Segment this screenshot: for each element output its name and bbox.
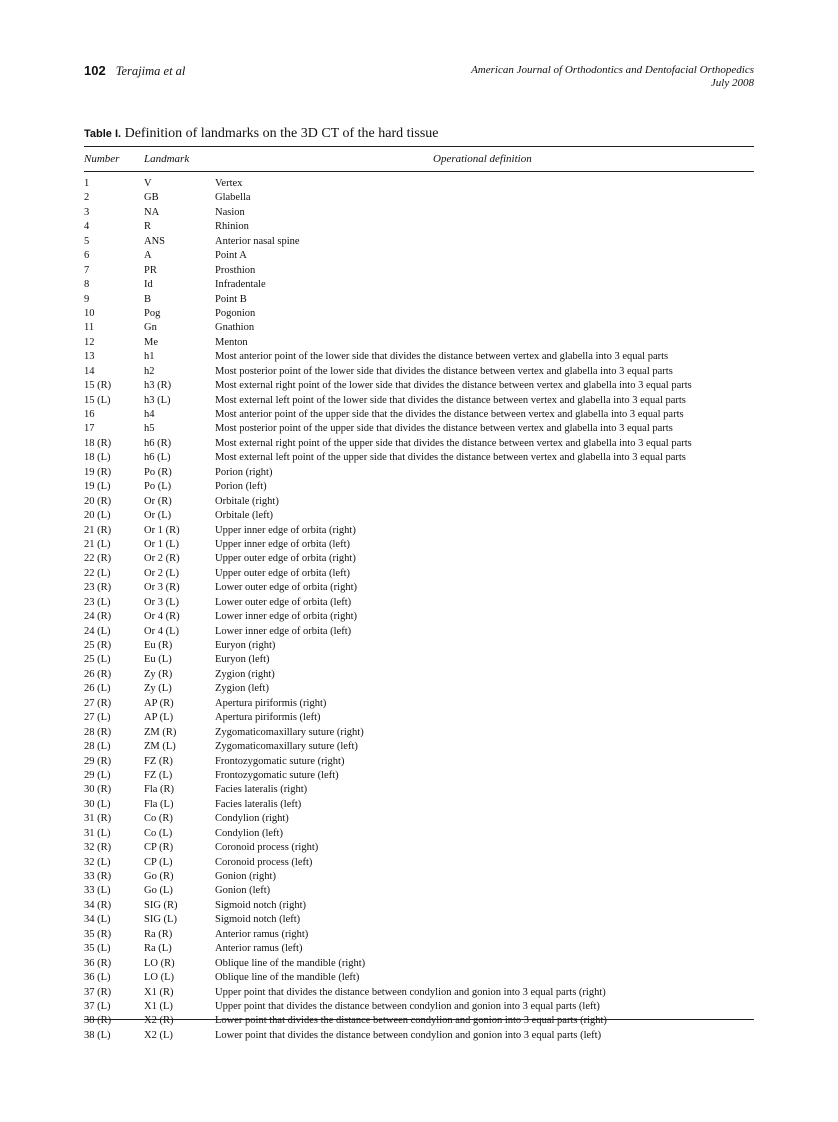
cell-landmark: CP (L) <box>144 856 173 868</box>
cell-landmark: B <box>144 293 152 305</box>
table-row <box>84 986 754 1000</box>
cell-landmark: Or (R) <box>144 495 172 507</box>
cell-landmark: ANS <box>144 235 166 247</box>
cell-number: 34 (L) <box>84 914 111 926</box>
cell-definition: Most posterior point of the upper side that divides the distance between vertex and glabella into 3 equal parts <box>215 423 673 435</box>
table-row <box>84 827 754 841</box>
cell-number: 26 (R) <box>84 668 112 680</box>
table-row <box>84 1029 754 1043</box>
cell-landmark: Or 3 (L) <box>144 596 179 608</box>
cell-definition: Upper inner edge of orbita (left) <box>215 538 350 550</box>
cell-definition: Oblique line of the mandible (left) <box>215 972 360 984</box>
cell-number: 27 (L) <box>84 712 111 724</box>
cell-definition: Porion (left) <box>215 481 267 493</box>
table-row <box>84 220 754 234</box>
cell-number: 12 <box>84 336 95 348</box>
table-row <box>84 928 754 942</box>
cell-landmark: h3 (L) <box>144 394 171 406</box>
cell-landmark: h1 <box>144 351 155 363</box>
table-row <box>84 856 754 870</box>
cell-number: 19 (L) <box>84 481 111 493</box>
table-row <box>84 264 754 278</box>
table-row <box>84 755 754 769</box>
table-row <box>84 812 754 826</box>
table-row <box>84 769 754 783</box>
cell-number: 22 (L) <box>84 567 111 579</box>
cell-number: 19 (R) <box>84 466 112 478</box>
cell-landmark: V <box>144 178 152 189</box>
cell-landmark: PR <box>144 264 157 276</box>
cell-definition: Nasion <box>215 206 245 218</box>
cell-definition: Orbitale (left) <box>215 510 274 522</box>
cell-definition: Prosthion <box>215 264 256 276</box>
page-number: 102 <box>84 63 106 78</box>
cell-number: 5 <box>84 235 90 247</box>
cell-landmark: LO (R) <box>144 957 175 969</box>
cell-landmark: AP (R) <box>144 697 174 709</box>
cell-landmark: X2 (R) <box>144 1015 174 1027</box>
cell-definition: Pogonion <box>215 307 256 319</box>
cell-number: 36 (R) <box>84 957 112 969</box>
table-row <box>84 682 754 696</box>
cell-definition: Most external right point of the lower side that divides the distance between vertex and glabella into 3 equal parts <box>215 380 692 392</box>
cell-definition: Condylion (left) <box>215 827 283 839</box>
table-row <box>84 249 754 263</box>
cell-definition: Most anterior point of the upper side that the divides the distance between vertex and glabella into 3 equal parts <box>215 409 684 420</box>
cell-number: 15 (R) <box>84 380 112 392</box>
cell-landmark: Or 4 (R) <box>144 611 180 623</box>
cell-definition: Coronoid process (left) <box>215 856 313 868</box>
cell-definition: Most external left point of the lower side that divides the distance between vertex and glabella into 3 equal parts <box>215 394 686 406</box>
cell-definition: Gonion (right) <box>215 871 276 882</box>
cell-number: 29 (R) <box>84 755 112 767</box>
cell-landmark: Po (L) <box>144 481 172 493</box>
table-row <box>84 596 754 610</box>
cell-number: 28 (L) <box>84 741 111 753</box>
cell-definition: Sigmoid notch (left) <box>215 914 301 926</box>
table-row <box>84 278 754 292</box>
cell-landmark: SIG (R) <box>144 899 178 911</box>
table-row <box>84 957 754 971</box>
cell-landmark: Or 2 (R) <box>144 553 180 565</box>
cell-landmark: Me <box>144 336 158 348</box>
cell-number: 10 <box>84 307 95 319</box>
table-row <box>84 1000 754 1014</box>
cell-landmark: h6 (L) <box>144 452 171 464</box>
cell-number: 31 (R) <box>84 813 112 825</box>
cell-number: 9 <box>84 293 90 305</box>
table-row <box>84 293 754 307</box>
cell-definition: Most external left point of the upper side that divides the distance between vertex and glabella into 3 equal parts <box>215 452 686 464</box>
cell-definition: Anterior ramus (left) <box>215 943 303 955</box>
table-header-rule <box>84 171 754 172</box>
cell-landmark: X2 (L) <box>144 1029 173 1041</box>
cell-definition: Vertex <box>215 178 243 189</box>
table-row <box>84 379 754 393</box>
table-caption <box>84 126 439 142</box>
cell-landmark: h5 <box>144 423 155 435</box>
table-bottom-rule <box>84 1019 754 1020</box>
col-header-number: Number <box>84 153 120 165</box>
cell-definition: Euryon (left) <box>215 654 270 666</box>
table-row <box>84 321 754 335</box>
cell-landmark: ZM (R) <box>144 726 177 738</box>
table-row <box>84 841 754 855</box>
cell-definition: Zygion (left) <box>215 683 269 695</box>
cell-landmark: Po (R) <box>144 466 172 478</box>
cell-definition: Facies lateralis (left) <box>215 798 302 810</box>
cell-definition: Upper inner edge of orbita (right) <box>215 524 356 536</box>
cell-landmark: Fla (L) <box>144 798 174 810</box>
cell-landmark: GB <box>144 192 159 204</box>
cell-number: 30 (R) <box>84 784 112 796</box>
cell-number: 15 (L) <box>84 394 111 406</box>
cell-landmark: h2 <box>144 365 155 377</box>
table-row <box>84 524 754 538</box>
cell-definition: Frontozygomatic suture (right) <box>215 755 345 767</box>
table-row <box>84 336 754 350</box>
cell-definition: Coronoid process (right) <box>215 842 319 854</box>
cell-definition: Most external right point of the upper side that divides the distance between vertex and glabella into 3 equal parts <box>215 437 692 449</box>
cell-landmark: X1 (L) <box>144 1000 173 1012</box>
cell-landmark: Go (L) <box>144 885 173 897</box>
cell-landmark: h4 <box>144 409 155 420</box>
cell-definition: Point A <box>215 250 247 262</box>
table-row <box>84 206 754 220</box>
cell-definition: Lower point that divides the distance between condylion and gonion into 3 equal parts (left) <box>215 1029 602 1041</box>
table-title: Definition of landmarks on the 3D CT of the hard tissue <box>124 126 439 141</box>
cell-number: 1 <box>84 178 90 189</box>
table-row <box>84 798 754 812</box>
cell-number: 25 (L) <box>84 654 111 666</box>
issue-date: July 2008 <box>710 77 754 89</box>
cell-definition: Upper outer edge of orbita (left) <box>215 567 350 579</box>
cell-number: 17 <box>84 423 95 435</box>
cell-number: 38 (R) <box>84 1015 112 1027</box>
cell-definition: Euryon (right) <box>215 640 276 651</box>
running-header <box>84 62 754 89</box>
table-label: Table I. <box>84 128 122 140</box>
table-row <box>84 307 754 321</box>
cell-landmark: Zy (R) <box>144 668 173 680</box>
table-row <box>84 726 754 740</box>
cell-number: 3 <box>84 206 90 218</box>
col-header-landmark: Landmark <box>144 153 190 165</box>
table-row <box>84 235 754 249</box>
cell-definition: Lower outer edge of orbita (left) <box>215 596 352 608</box>
cell-number: 32 (R) <box>84 842 112 854</box>
cell-definition: Rhinion <box>215 221 249 233</box>
table-row <box>84 365 754 379</box>
table-row <box>84 783 754 797</box>
cell-landmark: Go (R) <box>144 871 174 882</box>
cell-definition: Most posterior point of the lower side that divides the distance between vertex and glabella into 3 equal parts <box>215 365 673 377</box>
cell-number: 2 <box>84 192 90 204</box>
cell-number: 24 (L) <box>84 625 111 637</box>
cell-number: 33 (L) <box>84 885 111 897</box>
cell-definition: Gnathion <box>215 322 255 334</box>
table-row <box>84 1014 754 1028</box>
cell-landmark: Eu (L) <box>144 654 172 666</box>
cell-number: 11 <box>84 322 95 334</box>
table-row <box>84 870 754 884</box>
cell-number: 16 <box>84 409 95 420</box>
cell-number: 6 <box>84 250 90 262</box>
cell-definition: Infradentale <box>215 279 266 291</box>
cell-number: 4 <box>84 221 90 233</box>
cell-definition: Lower inner edge of orbita (left) <box>215 625 352 637</box>
cell-landmark: ZM (L) <box>144 741 176 753</box>
cell-definition: Sigmoid notch (right) <box>215 899 306 911</box>
cell-definition: Lower inner edge of orbita (right) <box>215 611 357 623</box>
cell-landmark: Pog <box>144 307 161 319</box>
cell-number: 35 (L) <box>84 943 111 955</box>
table-row <box>84 408 754 422</box>
cell-number: 33 (R) <box>84 871 112 882</box>
cell-landmark: FZ (L) <box>144 769 173 781</box>
running-authors: Terajima et al <box>115 64 186 78</box>
cell-definition: Orbitale (right) <box>215 495 279 507</box>
table-row <box>84 625 754 639</box>
cell-landmark: Eu (R) <box>144 640 173 651</box>
table-row <box>84 567 754 581</box>
cell-definition: Point B <box>215 293 247 305</box>
table-row <box>84 350 754 364</box>
table-top-rule <box>84 146 754 147</box>
cell-number: 36 (L) <box>84 972 111 984</box>
cell-landmark: CP (R) <box>144 842 174 854</box>
cell-number: 26 (L) <box>84 683 111 695</box>
cell-number: 7 <box>84 264 90 276</box>
cell-definition: Most anterior point of the lower side that divides the distance between vertex and glabella into 3 equal parts <box>215 351 669 363</box>
cell-number: 20 (R) <box>84 495 112 507</box>
table-row <box>84 884 754 898</box>
cell-landmark: FZ (R) <box>144 755 173 767</box>
table-row <box>84 639 754 653</box>
cell-number: 32 (L) <box>84 856 111 868</box>
cell-definition: Anterior nasal spine <box>215 235 300 247</box>
cell-number: 31 (L) <box>84 827 111 839</box>
table-row <box>84 191 754 205</box>
cell-landmark: AP (L) <box>144 712 174 724</box>
cell-definition: Zygion (right) <box>215 668 275 680</box>
cell-landmark: X1 (R) <box>144 986 174 998</box>
cell-definition: Facies lateralis (right) <box>215 784 308 796</box>
cell-definition: Apertura piriformis (left) <box>215 712 321 724</box>
table-row <box>84 552 754 566</box>
cell-landmark: Or 2 (L) <box>144 567 179 579</box>
table-header <box>84 153 754 167</box>
cell-landmark: h6 (R) <box>144 437 172 449</box>
cell-definition: Upper point that divides the distance between condylion and gonion into 3 equal parts (left) <box>215 1000 600 1012</box>
cell-number: 28 (R) <box>84 726 112 738</box>
cell-definition: Lower outer edge of orbita (right) <box>215 582 357 594</box>
cell-landmark: Or 1 (L) <box>144 538 179 550</box>
table-row <box>84 495 754 509</box>
cell-landmark: h3 (R) <box>144 380 172 392</box>
col-header-definition: Operational definition <box>433 153 532 165</box>
cell-number: 8 <box>84 279 90 291</box>
cell-definition: Zygomaticomaxillary suture (left) <box>215 741 358 753</box>
cell-landmark: Co (L) <box>144 827 173 839</box>
cell-number: 23 (L) <box>84 596 111 608</box>
cell-landmark: A <box>144 250 152 262</box>
cell-definition: Frontozygomatic suture (left) <box>215 769 339 781</box>
table-row <box>84 942 754 956</box>
table-row <box>84 437 754 451</box>
cell-landmark: Id <box>144 279 153 291</box>
table-row <box>84 509 754 523</box>
cell-number: 27 (R) <box>84 697 112 709</box>
table-row <box>84 581 754 595</box>
cell-landmark: Zy (L) <box>144 683 172 695</box>
table-row <box>84 538 754 552</box>
cell-number: 23 (R) <box>84 582 112 594</box>
cell-number: 18 (R) <box>84 437 112 449</box>
table-row <box>84 697 754 711</box>
cell-landmark: SIG (L) <box>144 914 177 926</box>
cell-number: 20 (L) <box>84 510 111 522</box>
cell-landmark: Ra (R) <box>144 928 173 940</box>
cell-definition: Lower point that divides the distance between condylion and gonion into 3 equal parts (right) <box>215 1015 607 1027</box>
cell-landmark: Fla (R) <box>144 784 175 796</box>
cell-number: 37 (L) <box>84 1000 111 1012</box>
cell-landmark: Or 4 (L) <box>144 625 179 637</box>
cell-landmark: Or 1 (R) <box>144 524 180 536</box>
cell-landmark: NA <box>144 206 160 218</box>
cell-number: 29 (L) <box>84 769 111 781</box>
cell-number: 25 (R) <box>84 640 112 651</box>
cell-definition: Anterior ramus (right) <box>215 928 309 940</box>
table-row <box>84 422 754 436</box>
table-row <box>84 480 754 494</box>
cell-definition: Oblique line of the mandible (right) <box>215 957 366 969</box>
cell-landmark: R <box>144 221 152 233</box>
table-row <box>84 177 754 191</box>
cell-number: 21 (L) <box>84 538 111 550</box>
cell-definition: Upper outer edge of orbita (right) <box>215 553 356 565</box>
cell-landmark: Co (R) <box>144 813 173 825</box>
table-body <box>84 177 754 1043</box>
cell-definition: Gonion (left) <box>215 885 271 897</box>
table-row <box>84 740 754 754</box>
journal-info <box>471 64 754 90</box>
cell-number: 21 (R) <box>84 524 112 536</box>
table-row <box>84 711 754 725</box>
cell-definition: Upper point that divides the distance between condylion and gonion into 3 equal parts (right) <box>215 986 606 998</box>
cell-number: 14 <box>84 365 95 377</box>
cell-landmark: Or 3 (R) <box>144 582 180 594</box>
cell-definition: Apertura piriformis (right) <box>215 697 327 709</box>
table-row <box>84 451 754 465</box>
table-row <box>84 610 754 624</box>
cell-number: 24 (R) <box>84 611 112 623</box>
table-row <box>84 913 754 927</box>
cell-number: 38 (L) <box>84 1029 111 1041</box>
table-row <box>84 466 754 480</box>
cell-number: 37 (R) <box>84 986 112 998</box>
cell-number: 13 <box>84 351 95 363</box>
cell-definition: Glabella <box>215 192 251 204</box>
cell-number: 30 (L) <box>84 798 111 810</box>
cell-definition: Porion (right) <box>215 466 273 478</box>
table-row <box>84 899 754 913</box>
cell-number: 35 (R) <box>84 928 112 940</box>
cell-definition: Zygomaticomaxillary suture (right) <box>215 726 364 738</box>
cell-landmark: LO (L) <box>144 972 175 984</box>
journal-title: American Journal of Orthodontics and Dentofacial Orthopedics <box>471 64 754 76</box>
cell-number: 22 (R) <box>84 553 112 565</box>
table-row <box>84 971 754 985</box>
table-row <box>84 394 754 408</box>
cell-landmark: Gn <box>144 322 157 334</box>
cell-landmark: Or (L) <box>144 510 172 522</box>
cell-definition: Menton <box>215 336 248 348</box>
cell-number: 34 (R) <box>84 899 112 911</box>
cell-landmark: Ra (L) <box>144 943 172 955</box>
table-row <box>84 653 754 667</box>
table-row <box>84 668 754 682</box>
cell-definition: Condylion (right) <box>215 813 289 825</box>
cell-number: 18 (L) <box>84 452 111 464</box>
